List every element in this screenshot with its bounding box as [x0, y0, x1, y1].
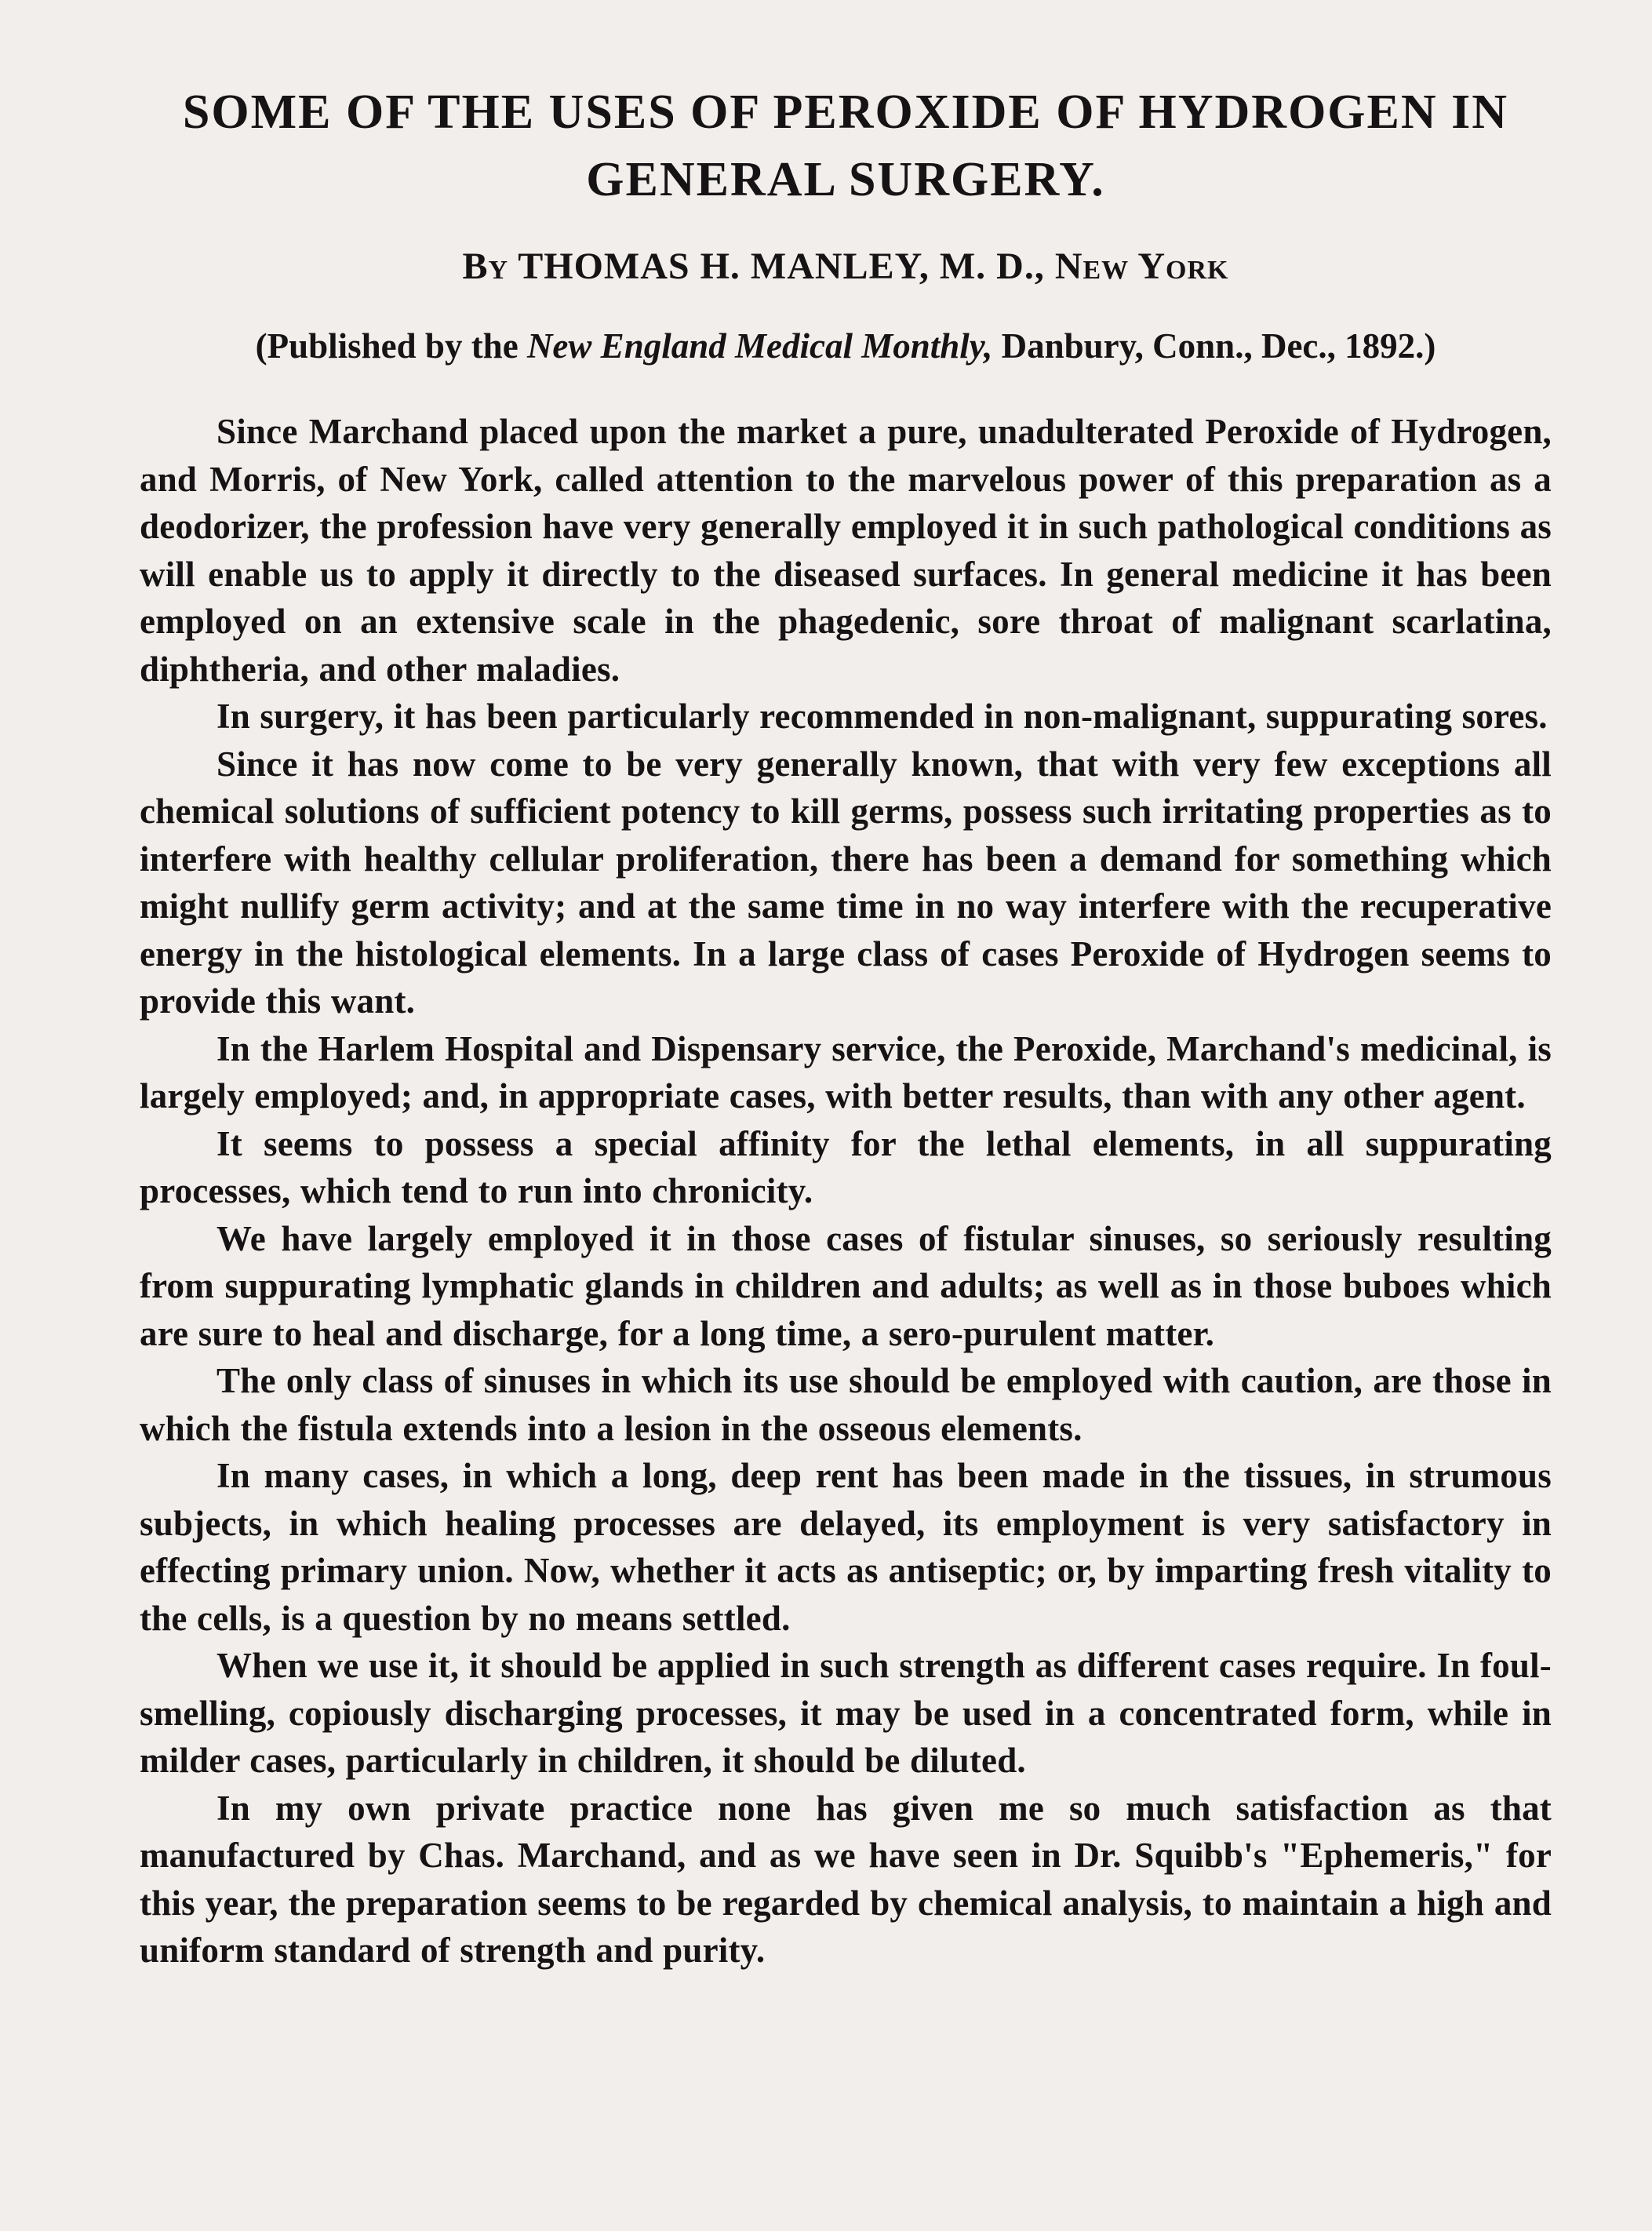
article-body: [140, 408, 1552, 1974]
publication-prefix: (Published by the: [255, 326, 519, 366]
publication-details: Danbury, Conn., Dec., 1892.): [1001, 326, 1436, 366]
paragraph-10: In my own private practice none has given me so much satisfaction as that manufactured by Chas. Marchand, and as we have seen in Dr. Squibb's "Ephemeris," for this year, the preparation seems to be regarded by chemical analysis, to maintain a high and uniform standard of strength and purity.: [140, 1788, 1552, 1970]
article-title: SOME OF THE USES OF PEROXIDE OF HYDROGEN IN GENERAL SURGERY.: [182, 86, 1509, 206]
journal-name: New England Medical Monthly,: [526, 326, 993, 366]
paragraph-4: In the Harlem Hospital and Dispensary service, the Peroxide, Marchand's medicinal, is largely employed; and, in appropriate cases, with better results, than with any other agent.: [140, 1028, 1552, 1116]
paragraph-1: Since Marchand placed upon the market a pure, unadulterated Peroxide of Hydrogen, and Morris, of New York, called attention to the marvelous power of this preparation as a deodorizer, the profession have very generally employed it in such pathological conditions as will enable us to apply it directly to the diseased surfaces. In general medicine it has been employed on an extensive scale in the phagedenic, sore throat of malignant scarlatina, diphtheria, and other maladies.: [140, 412, 1552, 689]
author-name: THOMAS H. MANLEY, M. D.,: [518, 246, 1045, 287]
paragraph-7: The only class of sinuses in which its use should be employed with caution, are those in which the fistula extends into a lesion in the osseous elements.: [140, 1361, 1552, 1448]
paragraph-3: Since it has now come to be very generally known, that with very few exceptions all chemical solutions of sufficient potency to kill germs, possess such irritating properties as to interfere with healthy cellular proliferation, there has been a demand for something which might nullify germ activity; and at the same time in no way interfere with the recuperative energy in the histological elements. In a large class of cases Peroxide of Hydrogen seems to provide this want.: [140, 744, 1552, 1021]
paragraph-9: When we use it, it should be applied in such strength as different cases require. In foul-smelling, copiously discharging processes, it may be used in a concentrated form, while in milder cases, particularly in children, it should be diluted.: [140, 1646, 1552, 1780]
paragraph-6: We have largely employed it in those cases of fistular sinuses, so seriously resulting from suppurating lymphatic glands in children and adults; as well as in those buboes which are sure to heal and discharge, for a long time, a sero-purulent matter.: [140, 1218, 1552, 1353]
paragraph-2: In surgery, it has been particularly recommended in non-malignant, suppurating sores.: [217, 697, 1548, 736]
paragraph-8: In many cases, in which a long, deep rent has been made in the tissues, in strumous subjects, in which healing processes are delayed, its employment is very satisfactory in effecting primary union. Now, whether it acts as antiseptic; or, by imparting fresh vitality to the cells, is a question by no means settled.: [140, 1456, 1552, 1638]
article: [140, 78, 1552, 1974]
byline: [140, 243, 1552, 290]
author-location: New York: [1054, 246, 1229, 287]
byline-prefix: By: [462, 246, 509, 287]
paragraph-5: It seems to possess a special affinity for the lethal elements, in all suppurating processes, which tend to run into chronicity.: [140, 1123, 1552, 1210]
publication-note: [140, 323, 1552, 369]
